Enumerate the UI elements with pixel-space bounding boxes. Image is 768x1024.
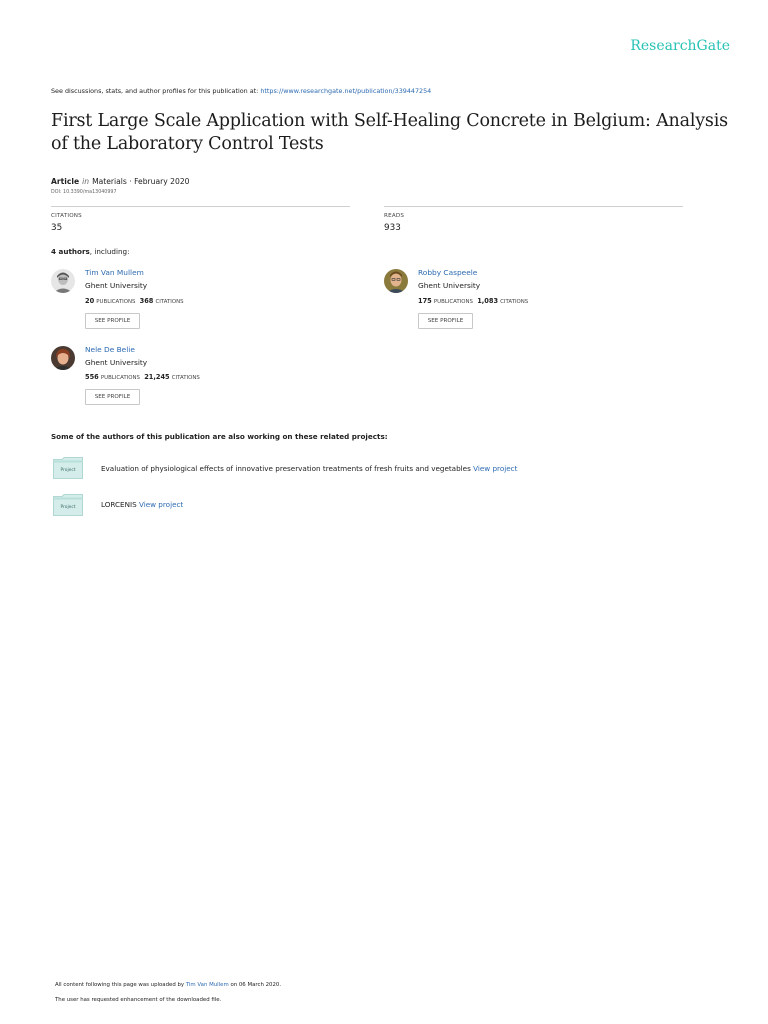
publications-label: PUBLICATIONS	[433, 299, 473, 305]
avatar-photo-icon	[51, 269, 75, 293]
project-icon-label: Project	[60, 468, 76, 473]
author-name-link[interactable]: Nele De Belie	[85, 345, 135, 354]
project-item	[101, 500, 183, 509]
authors-count: 4 authors	[51, 247, 90, 256]
publications-count: 20	[85, 297, 95, 305]
author-institution: Ghent University	[85, 358, 148, 367]
publication-meta	[51, 177, 190, 186]
publications-label: PUBLICATIONS	[100, 375, 140, 381]
publications-label: PUBLICATIONS	[96, 299, 136, 305]
author-institution: Ghent University	[418, 281, 481, 290]
related-projects-header: Some of the authors of this publication are also working on these related projects:	[51, 432, 388, 441]
journal-date: Materials · February 2020	[92, 177, 190, 186]
citations-count: 368	[139, 297, 154, 305]
publications-count: 175	[418, 297, 432, 305]
reads-divider	[384, 206, 683, 207]
authors-header	[51, 247, 130, 256]
citations-label: CITATIONS	[171, 375, 200, 381]
upload-note	[55, 982, 281, 988]
citations-label: CITATIONS	[155, 299, 184, 305]
discussions-text: See discussions, stats, and author profiles for this publication at:	[51, 87, 259, 95]
folder-icon	[53, 457, 83, 479]
researchgate-logo[interactable]: ResearchGate	[630, 38, 730, 54]
doi: DOI: 10.3390/ma13040997	[51, 190, 117, 195]
folder-icon	[53, 494, 83, 516]
publication-title: First Large Scale Application with Self-Healing Concrete in Belgium: Analysis of the Laboratory Control Tests	[51, 111, 728, 154]
citations-divider	[51, 206, 350, 207]
reads-value: 933	[384, 223, 401, 233]
author-institution: Ghent University	[85, 281, 148, 290]
publication-url-link[interactable]: https://www.researchgate.net/publication/339447254	[260, 87, 432, 95]
view-project-link[interactable]: View project	[473, 464, 518, 473]
upload-prefix: All content following this page was uploaded by	[55, 982, 185, 988]
author-avatar-robby-caspeele[interactable]	[384, 269, 408, 293]
project-icon	[53, 494, 83, 516]
author-name-link[interactable]: Tim Van Mullem	[85, 268, 144, 277]
authors-suffix: , including:	[89, 247, 130, 256]
enhancement-note: The user has requested enhancement of the downloaded file.	[55, 997, 222, 1003]
avatar-photo-icon	[51, 346, 75, 370]
author-avatar-nele-de-belie[interactable]	[51, 346, 75, 370]
see-profile-button[interactable]: SEE PROFILE	[85, 313, 140, 329]
citations-label: CITATIONS	[51, 213, 82, 219]
see-profile-button[interactable]: SEE PROFILE	[85, 389, 140, 405]
project-icon-label: Project	[60, 505, 76, 510]
upload-suffix: on 06 March 2020.	[230, 982, 282, 988]
article-type: Article	[51, 177, 80, 186]
author-stats	[418, 297, 528, 305]
uploader-link[interactable]: Tim Van Mullem	[185, 982, 229, 988]
author-stats	[85, 373, 200, 381]
project-item	[101, 464, 517, 473]
author-name-link[interactable]: Robby Caspeele	[418, 268, 478, 277]
citations-value: 35	[51, 223, 63, 233]
author-stats	[85, 297, 184, 305]
reads-label: READS	[384, 213, 405, 219]
citations-count: 21,245	[144, 373, 170, 381]
avatar-photo-icon	[384, 269, 408, 293]
see-profile-button[interactable]: SEE PROFILE	[418, 313, 473, 329]
publications-count: 556	[85, 373, 99, 381]
citations-count: 1,083	[477, 297, 499, 305]
citations-label: CITATIONS	[500, 299, 529, 305]
project-title: Evaluation of physiological effects of innovative preservation treatments of fresh fruits and vegetables	[101, 464, 471, 473]
author-avatar-tim-van-mullem[interactable]	[51, 269, 75, 293]
project-icon	[53, 457, 83, 479]
project-title: LORCENIS	[101, 500, 137, 509]
view-project-link[interactable]: View project	[138, 500, 184, 509]
discussions-line	[51, 87, 431, 95]
in-word: in	[82, 177, 90, 186]
